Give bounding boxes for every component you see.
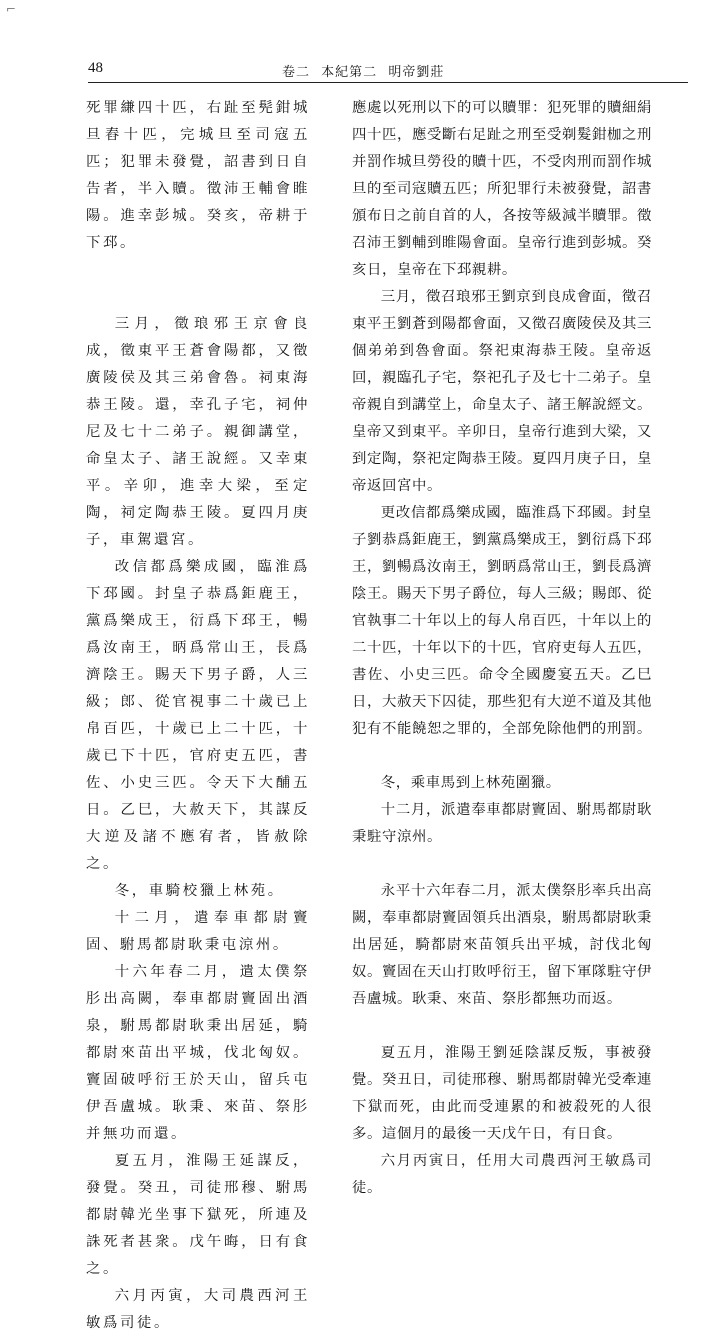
modern-paragraph-6: 永平十六年春二月，派太僕祭肜率兵出高闕，奉車都尉竇固領兵出酒泉，駙馬都尉耿秉出居延，騎都尉來苗領兵出平城，討伐北匈奴。竇固在天山打敗呼衍王，留下軍隊駐守伊吾盧城。耿秉、來苗、祭肜都無功而返。 [352, 883, 652, 1007]
modern-translation-column [352, 95, 652, 1202]
emperor-label: 明帝劉莊 [388, 65, 445, 80]
classical-paragraph-8: 六月丙寅，大司農西河王敏爲司徒。 [86, 1288, 310, 1331]
classical-paragraph-2: 三月，徵琅邪王京會良成，徵東平王蒼會陽都，又徵廣陵侯及其三弟會魯。祠東海恭王陵。還，幸孔子宅，祠仲尼及七十二弟子。親御講堂，命皇太子、諸王說經。又幸東平。辛卯，進幸大梁，至定陶，祠定陶恭王陵。夏四月庚子，車駕還宮。 [86, 316, 310, 548]
classical-text-column [86, 95, 310, 1337]
header-rule [88, 82, 688, 83]
classical-paragraph-4: 冬，車騎校獵上林苑。 [114, 883, 285, 899]
classical-paragraph-1: 死罪縑四十匹，右趾至髡鉗城旦舂十匹，完城旦至司寇五匹；犯罪未發覺，詔書到日自告者，半入贖。徵沛王輔會睢陽。進幸彭城。癸亥，帝耕于下邳。 [86, 100, 310, 251]
page-number: 48 [88, 60, 103, 76]
modern-paragraph-5: 十二月，派遣奉車都尉竇固、駙馬都尉耿秉駐守涼州。 [352, 802, 652, 845]
modern-paragraph-2: 三月，徵召琅邪王劉京到良成會面，徵召東平王劉蒼到陽都會面，又徵召廣陵侯及其三個弟弟到魯會面。祭祀東海恭王陵。皇帝返回，親臨孔子宅，祭祀孔子及七十二弟子。皇帝親自到講堂上，命皇太子、諸王解說經文。皇帝又到東平。辛卯日，皇帝行進到大梁，又到定陶，祭祀定陶恭王陵。夏四月庚子日，皇帝返回宮中。 [352, 289, 652, 494]
classical-paragraph-6: 十六年春二月，遣太僕祭肜出高闕，奉車都尉竇固出酒泉，駙馬都尉耿秉出居延，騎都尉來苗出平城，伐北匈奴。竇固破呼衍王於天山，留兵屯伊吾盧城。耿秉、來苗、祭肜并無功而還。 [86, 964, 310, 1142]
classical-paragraph-3: 改信都爲樂成國，臨淮爲下邳國。封皇子恭爲鉅鹿王，黨爲樂成王，衍爲下邳王，暢爲汝南王，昞爲常山王，長爲濟陰王。賜天下男子爵，人三級；郎、從官視事二十歲已上帛百匹，十歲已上二十匹，十歲已下十匹，官府吏五匹，書佐、小史三匹。令天下大酺五日。乙巳，大赦天下，其謀反大逆及諸不應宥者，皆赦除之。 [86, 559, 310, 872]
modern-paragraph-4: 冬，乘車馬到上林苑圍獵。 [380, 775, 561, 791]
modern-paragraph-3: 更改信都爲樂成國，臨淮爲下邳國。封皇子劉恭爲鉅鹿王，劉黨爲樂成王，劉衍爲下邳王，劉暢爲汝南王，劉昞爲常山王，劉長爲濟陰王。賜天下男子爵位，每人三級；賜郎、從官執事二十年以上的每人帛百匹，十年以上的二十匹，十年以下的十匹，官府吏每人五匹，書佐、小史三匹。命令全國慶宴五天。乙巳日，大赦天下囚徒，那些犯有大逆不道及其他犯有不能饒恕之罪的，全部免除他們的刑罰。 [352, 505, 652, 737]
modern-paragraph-8: 六月丙寅日，任用大司農西河王敏爲司徒。 [352, 1153, 652, 1196]
volume-label: 卷二 [282, 65, 311, 80]
modern-paragraph-7: 夏五月，淮陽王劉延陰謀反叛，事被發覺。癸丑日，司徒邢穆、駙馬都尉韓光受牽連下獄而死，由此而受連累的和被殺死的人很多。這個月的最後一天戊午日，有日食。 [352, 1045, 652, 1142]
running-head [282, 61, 450, 80]
modern-paragraph-1: 應處以死刑以下的可以贖罪：犯死罪的贖細絹四十匹，應受斷右足趾之刑至受剃髮鉗枷之刑并罰作城旦勞役的贖十匹，不受肉刑而罰作城旦的至司寇贖五匹；所犯罪行未被發覺，詔書頒布日之前自首的人，各按等級減半贖罪。徵召沛王劉輔到睢陽會面。皇帝行進到彭城。癸亥日，皇帝在下邳親耕。 [352, 100, 652, 278]
corner-bracket-mark: ⌐ [6, 2, 17, 16]
classical-paragraph-7: 夏五月，淮陽王延謀反，發覺。癸丑，司徒邢穆、駙馬都尉韓光坐事下獄死，所連及誅死者甚衆。戊午晦，日有食之。 [86, 1153, 310, 1277]
classical-paragraph-5: 十二月，遣奉車都尉竇固、駙馬都尉耿秉屯涼州。 [86, 910, 310, 953]
chapter-label: 本紀第二 [321, 65, 378, 80]
page-header [48, 60, 688, 86]
